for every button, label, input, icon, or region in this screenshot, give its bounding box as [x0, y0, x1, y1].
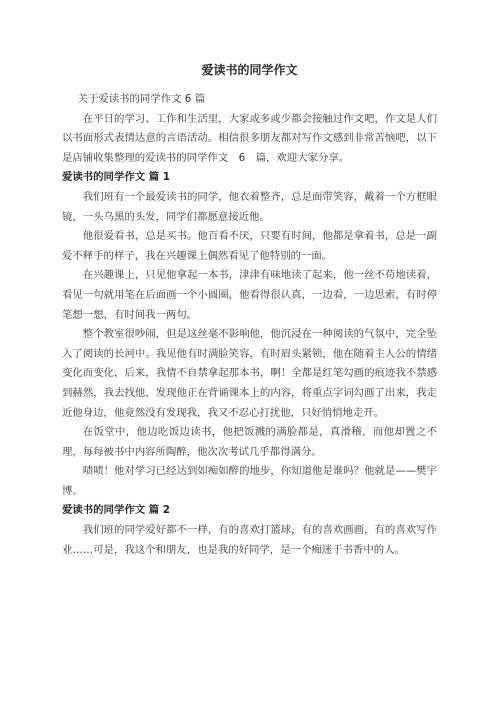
document-page [62, 62, 437, 560]
intro-paragraph: 在平日的学习、工作和生活里，大家或多或少都会接触过作文吧，作文是人们以书面形式表情达意的言语活动。相信很多朋友都对写作文感到非常苦恼吧，以下是店铺收集整理的爱读书的同学作文 6 篇，欢迎大家分享。 [62, 112, 437, 164]
document-title: 爱读书的同学作文 [201, 63, 298, 77]
section-1-paragraph-1: 我们班有一个最爱读书的同学，他衣着整齐，总是面带笑容，戴着一个方框眼镜，一头乌黑的头发，同学们都愿意接近他。 [62, 190, 437, 223]
section-1-paragraph-3: 在兴趣课上，只见他拿起一本书，津津有味地读了起来，他一丝不苟地读着，看见一句就用笔在后面画一个小圆圈，他看得很认真，一边看，一边思索，有时停笔想一想，有时间我一两句。 [62, 269, 437, 321]
section-1 [62, 168, 437, 501]
intro-heading: 关于爱读书的同学作文 6 篇 [77, 93, 206, 105]
section-2 [62, 501, 437, 560]
section-1-paragraph-2: 他很爱看书，总是买书。他百看不厌，只要有时间，他都是拿着书，总是一副爱不释手的样子，我在兴趣课上偶然看见了他特别的一面。 [62, 230, 437, 262]
section-1-paragraph-4: 整个教室很吵闹，但是这丝毫不影响他，他沉浸在一种阅读的气氛中，完全坠入了阅读的长河中。我见他有时满脸笑容，有时眉头紧锁，他在随着主人公的情绪变化而变化，后来，我情不自禁拿起那本书，啊！全都是红笔勾画的痕迹我不禁感到赫然，我去找他，发现他正在背诵课本上的内容，将重点字词勾画了出来，我走近他身边，他竟然没有发现我，我又不忍心打扰他，只好悄悄地走开。 [62, 328, 437, 419]
section-heading: 爱读书的同学作文 篇 1 [62, 171, 170, 184]
section-2-paragraph-1: 我们班的同学爱好都不一样，有的喜欢打篮球，有的喜欢画画，有的喜欢写作业……可是，我这个和朋友，也是我的好同学，是一个痴迷于书香中的人。 [62, 524, 437, 556]
section-1-paragraph-5: 在饭堂中，他边吃饭边读书，他把饭溅的满脸都是，真滑稽，而他却置之不理，每每被书中内容所陶醉，他次次考试几乎都得满分。 [62, 426, 437, 458]
section-1-paragraph-6: 啧啧！他对学习已经达到如痴如醉的地步，你知道他是谁吗？他就是——樊宇博。 [62, 465, 437, 497]
section-heading: 爱读书的同学作文 篇 2 [62, 504, 170, 517]
